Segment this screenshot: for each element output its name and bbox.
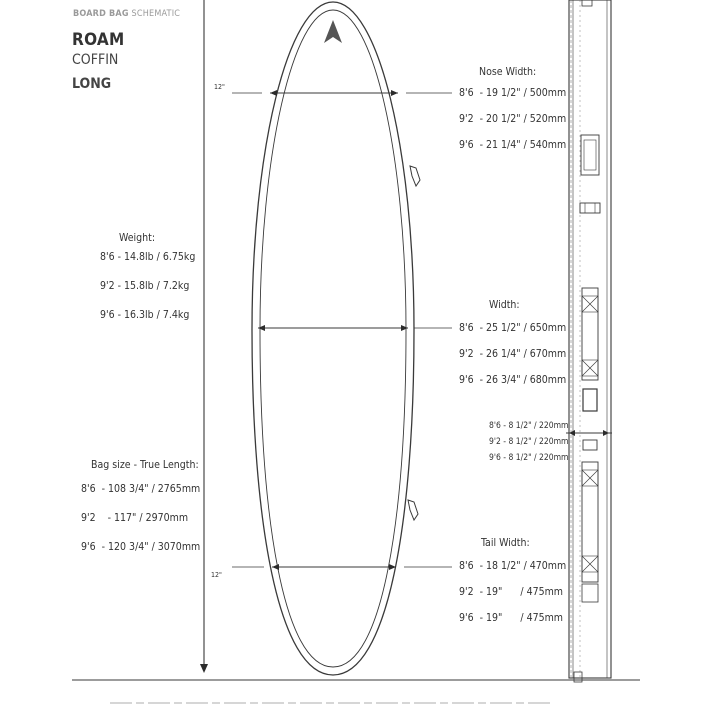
schematic-label-bold: BOARD BAG	[73, 9, 129, 19]
weight-title: Weight:	[119, 232, 156, 244]
side-profile-view	[566, 0, 612, 682]
weight-row: 8'6 - 14.8lb / 6.75kg	[100, 251, 196, 263]
tick-label-bottom: 12"	[211, 571, 222, 579]
board-bag-inner-outline	[260, 10, 406, 667]
model-name: ROAM	[72, 30, 125, 50]
weight-row: 9'6 - 16.3lb / 7.4kg	[100, 309, 190, 321]
tick-label-top: 12"	[214, 83, 225, 91]
width-row: 8'6 - 25 1/2" / 650mm	[459, 322, 567, 334]
bag-size-row: 9'2 - 117" / 2970mm	[81, 512, 189, 524]
nose-width-row: 9'6 - 21 1/4" / 540mm	[459, 139, 567, 151]
bag-size-title: Bag size - True Length:	[91, 459, 199, 471]
bag-size-row: 9'6 - 120 3/4" / 3070mm	[81, 541, 201, 553]
tail-width-row: 9'2 - 19" / 475mm	[459, 586, 564, 598]
model-type: COFFIN	[72, 52, 119, 68]
schematic-label	[73, 9, 180, 19]
tail-width-row: 8'6 - 18 1/2" / 470mm	[459, 560, 567, 572]
length-arrow-bottom	[200, 664, 208, 673]
weight-row: 9'2 - 15.8lb / 7.2kg	[100, 280, 190, 292]
tail-width-row: 9'6 - 19" / 475mm	[459, 612, 564, 624]
model-length: LONG	[72, 76, 112, 92]
thickness-row: 9'2 - 8 1/2" / 220mm	[489, 437, 569, 447]
nose-width-title: Nose Width:	[479, 66, 537, 78]
bag-size-row: 8'6 - 108 3/4" / 2765mm	[81, 483, 201, 495]
zipper-pull-bottom	[408, 500, 418, 520]
tail-width-title: Tail Width:	[481, 537, 530, 549]
zipper-pull-top	[410, 166, 420, 186]
schematic-label-rest: SCHEMATIC	[131, 9, 181, 19]
thickness-row: 8'6 - 8 1/2" / 220mm	[489, 421, 569, 431]
width-title: Width:	[489, 299, 520, 311]
thickness-row: 9'6 - 8 1/2" / 220mm	[489, 453, 569, 463]
board-bag-outline	[252, 2, 414, 675]
width-row: 9'2 - 26 1/4" / 670mm	[459, 348, 567, 360]
nose-width-row: 8'6 - 19 1/2" / 500mm	[459, 87, 567, 99]
width-row: 9'6 - 26 3/4" / 680mm	[459, 374, 567, 386]
triangle-logo-icon	[324, 20, 342, 43]
nose-width-row: 9'2 - 20 1/2" / 520mm	[459, 113, 567, 125]
